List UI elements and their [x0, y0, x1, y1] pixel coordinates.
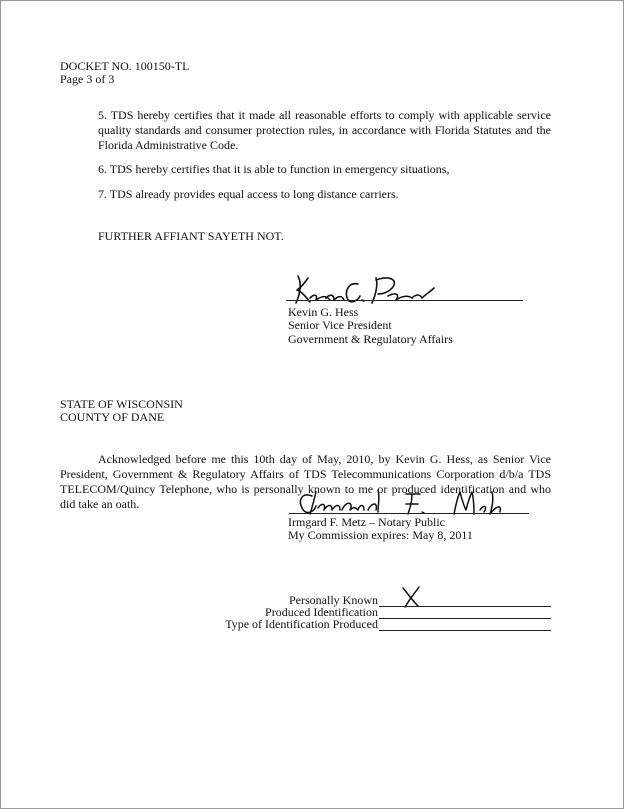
- personally-known-checkmark: [400, 586, 422, 612]
- acknowledgment-paragraph: Acknowledged before me this 10th day of May, 2010, by Kevin G. Hess, as Senior Vice President, Government & Regulatory Affairs of TDS Telecommunications Corporation d/b/a TDS TELECOM/Quincy Telephone, who is personally known to me or produced identification and who did take an oath.: [60, 452, 551, 511]
- notary-signature-line: [289, 513, 529, 514]
- closing-statement: FURTHER AFFIANT SAYETH NOT.: [98, 229, 284, 243]
- venue-county: COUNTY OF DANE: [60, 410, 165, 424]
- affiant-department: Government & Regulatory Affairs: [288, 332, 453, 346]
- affiant-signature-line: [286, 300, 523, 301]
- certification-item-6: 6. TDS hereby certifies that it is able to function in emergency situations,: [98, 162, 450, 176]
- certification-item-7: 7. TDS already provides equal access to long distance carriers.: [98, 187, 399, 201]
- personally-known-label: Personally Known: [289, 593, 378, 607]
- type-of-identification-line[interactable]: [379, 630, 551, 631]
- produced-identification-label: Produced Identification: [265, 605, 378, 619]
- notary-name: Irmgard F. Metz – Notary Public: [288, 515, 446, 529]
- affiant-title: Senior Vice President: [288, 318, 392, 332]
- venue-state: STATE OF WISCONSIN: [60, 397, 183, 411]
- type-of-identification-label: Type of Identification Produced: [225, 617, 378, 631]
- page-number: Page 3 of 3: [60, 72, 115, 86]
- produced-identification-line[interactable]: [379, 618, 551, 619]
- docket-number: DOCKET NO. 100150-TL: [60, 59, 190, 73]
- affiant-name: Kevin G. Hess: [288, 305, 359, 319]
- certification-item-5: 5. TDS hereby certifies that it made all reasonable efforts to comply with applicable service quality standards and consumer protection rules, in accordance with Florida Statutes and the Florida Administrative Code.: [98, 108, 551, 152]
- notary-commission: My Commission expires: May 8, 2011: [288, 528, 473, 542]
